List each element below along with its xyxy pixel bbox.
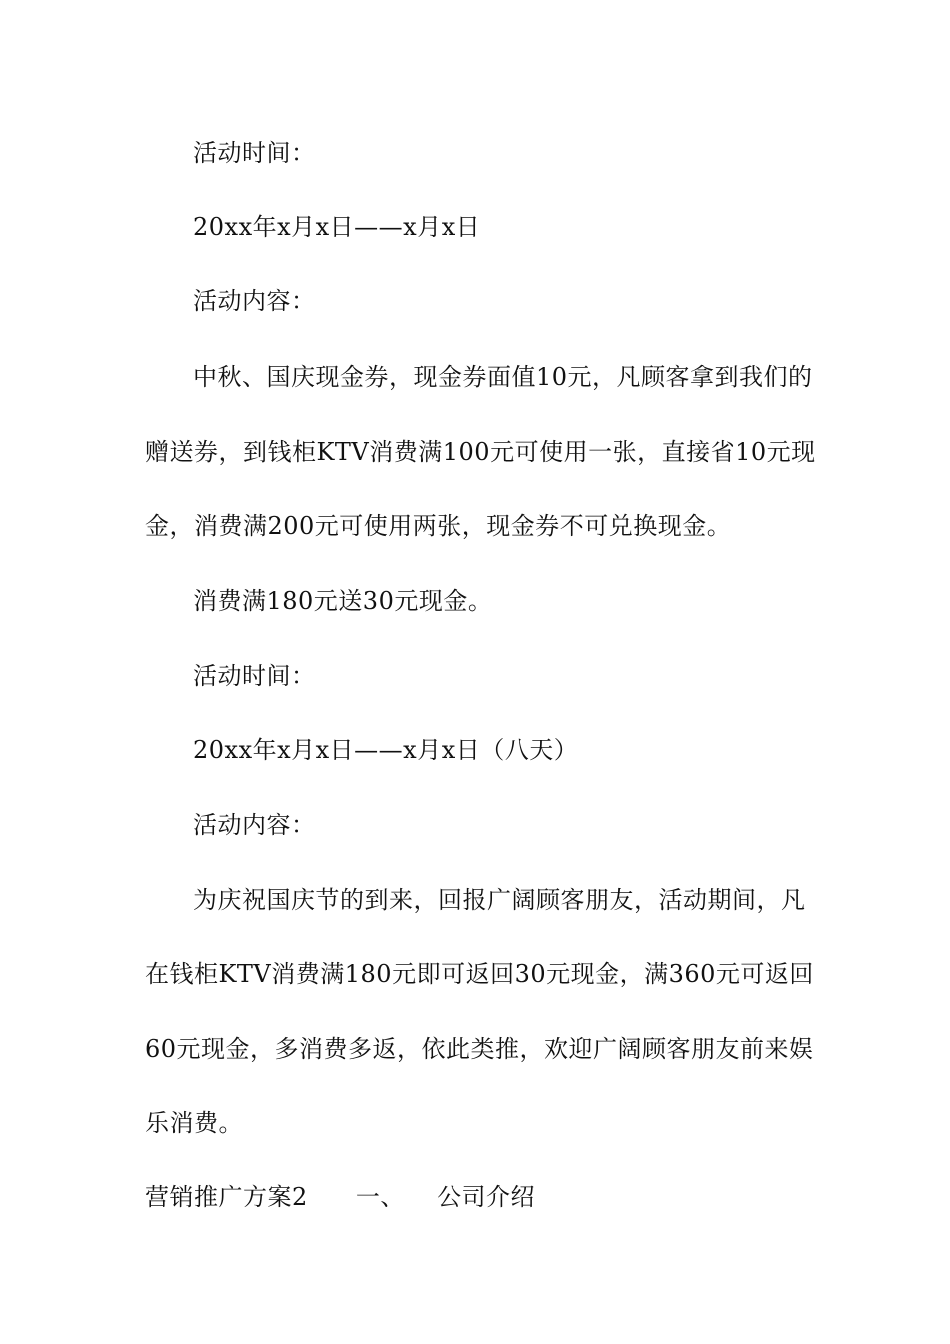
paragraph-1-line-3: 金，消费满200元可使用两张，现金券不可兑换现金。 xyxy=(145,512,732,540)
paragraph-3-line-4: 乐消费。 xyxy=(145,1109,243,1137)
activity-time-label-1: 活动时间： xyxy=(193,139,316,167)
activity-date-2: 20xx年x月x日——x月x日（八天） xyxy=(193,736,579,764)
activity-time-label-2: 活动时间： xyxy=(193,662,316,690)
section-heading xyxy=(145,1181,535,1213)
paragraph-3-line-2: 在钱柜KTV消费满180元即可返回30元现金，满360元可返回 xyxy=(145,960,814,988)
plan-title: 营销推广方案2 xyxy=(145,1183,308,1211)
section-title: 公司介绍 xyxy=(437,1183,536,1211)
paragraph-3-line-1: 为庆祝国庆节的到来，回报广阔顾客朋友，活动期间，凡 xyxy=(193,886,806,914)
paragraph-1-line-1: 中秋、国庆现金券，现金券面值10元，凡顾客拿到我们的 xyxy=(193,363,813,391)
activity-content-label-1: 活动内容： xyxy=(193,287,316,315)
activity-date-1: 20xx年x月x日——x月x日 xyxy=(193,213,481,241)
section-number: 一、 xyxy=(355,1183,405,1211)
paragraph-3-line-3: 60元现金，多消费多返，依此类推，欢迎广阔顾客朋友前来娱 xyxy=(145,1035,814,1063)
paragraph-2: 消费满180元送30元现金。 xyxy=(193,587,493,615)
paragraph-1-line-2: 赠送券，到钱柜KTV消费满100元可使用一张，直接省10元现 xyxy=(145,438,816,466)
activity-content-label-2: 活动内容： xyxy=(193,811,316,839)
